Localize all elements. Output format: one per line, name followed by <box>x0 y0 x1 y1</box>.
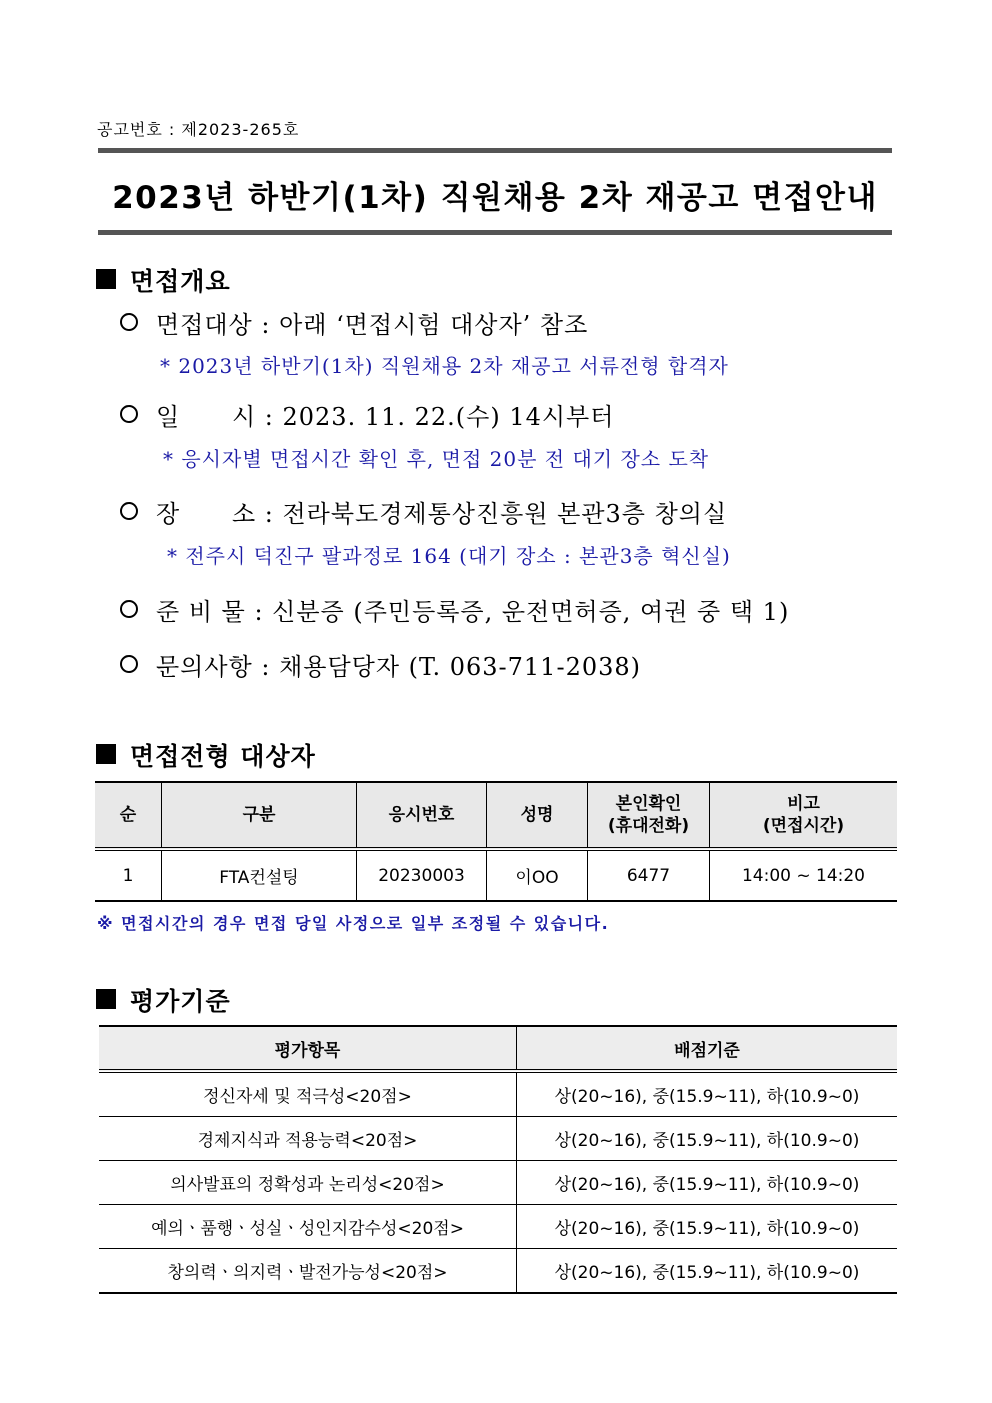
overview-sub-target: * 2023년 하반기(1차) 직원채용 2차 재공고 서류전형 합격자 <box>160 354 729 378</box>
circle-bullet-icon <box>120 313 138 331</box>
col-exam-no: 응시번호 <box>357 782 487 849</box>
col-id-check: 본인확인 (휴대전화) <box>588 782 710 849</box>
cell-no: 1 <box>95 849 162 901</box>
overview-sub-date: * 응시자별 면접시간 확인 후, 면접 20분 전 대기 장소 도착 <box>163 447 710 471</box>
title-rule-bottom <box>98 230 892 235</box>
cell-score: 상(20~16), 중(15.9~11), 하(10.9~0) <box>517 1071 898 1117</box>
overview-item-contact <box>120 647 641 682</box>
overview-item-text: 면접대상 : 아래 ‘면접시험 대상자’ 참조 <box>156 311 589 339</box>
table-header-row <box>99 1026 897 1071</box>
section-criteria-heading: 평가기준 <box>130 987 231 1016</box>
square-bullet-icon <box>96 269 116 289</box>
cell-score: 상(20~16), 중(15.9~11), 하(10.9~0) <box>517 1161 898 1205</box>
table-row <box>99 1161 897 1205</box>
overview-item-text: 일 시 : 2023. 11. 22.(수) 14시부터 <box>156 403 615 431</box>
overview-item-text: 문의사항 : 채용담당자 (T. 063-711-2038) <box>156 653 642 681</box>
col-name: 성명 <box>487 782 588 849</box>
cell-score: 상(20~16), 중(15.9~11), 하(10.9~0) <box>517 1249 898 1294</box>
circle-bullet-icon <box>120 655 138 673</box>
overview-item-text: 장 소 : 전라북도경제통상진흥원 본관3층 창의실 <box>156 500 728 528</box>
table-row <box>99 1117 897 1161</box>
col-category: 구분 <box>162 782 357 849</box>
circle-bullet-icon <box>120 600 138 618</box>
cell-name: 이OO <box>487 849 588 901</box>
cell-item: 정신자세 및 적극성<20점> <box>99 1071 517 1117</box>
overview-sub-place: * 전주시 덕진구 팔과정로 164 (대기 장소 : 본관3층 혁신실) <box>167 544 731 568</box>
cell-score: 상(20~16), 중(15.9~11), 하(10.9~0) <box>517 1205 898 1249</box>
col-score: 배점기준 <box>517 1026 898 1071</box>
table-row <box>99 1205 897 1249</box>
overview-item-items <box>120 592 789 627</box>
cell-time: 14:00 ~ 14:20 <box>710 849 898 901</box>
section-criteria <box>96 982 231 1018</box>
section-overview <box>96 262 231 298</box>
table-row <box>99 1071 897 1117</box>
cell-item: 경제지식과 적용능력<20점> <box>99 1117 517 1161</box>
cell-exam-no: 20230003 <box>357 849 487 901</box>
table-row <box>99 1249 897 1294</box>
section-overview-heading: 면접개요 <box>130 267 231 296</box>
cell-item: 의사발표의 정확성과 논리성<20점> <box>99 1161 517 1205</box>
cell-score: 상(20~16), 중(15.9~11), 하(10.9~0) <box>517 1117 898 1161</box>
schedule-note: ※ 면접시간의 경우 면접 당일 사정으로 일부 조정될 수 있습니다. <box>97 914 610 933</box>
square-bullet-icon <box>96 989 116 1009</box>
candidates-table <box>95 781 897 902</box>
title-rule-top <box>98 148 892 153</box>
circle-bullet-icon <box>120 405 138 423</box>
section-candidates-heading: 면접전형 대상자 <box>130 742 316 771</box>
section-candidates <box>96 737 316 773</box>
criteria-table <box>99 1025 897 1294</box>
cell-item: 예의ㆍ품행ㆍ성실ㆍ성인지감수성<20점> <box>99 1205 517 1249</box>
cell-item: 창의력ㆍ의지력ㆍ발전가능성<20점> <box>99 1249 517 1294</box>
overview-item-place <box>120 494 727 529</box>
col-remarks: 비고 (면접시간) <box>710 782 898 849</box>
notice-number: 공고번호 : 제2023-265호 <box>97 120 300 139</box>
table-header-row <box>95 782 897 849</box>
page-title: 2023년 하반기(1차) 직원채용 2차 재공고 면접안내 <box>112 180 878 216</box>
overview-item-date <box>120 397 614 432</box>
col-no: 순 <box>95 782 162 849</box>
overview-item-target <box>120 305 588 340</box>
circle-bullet-icon <box>120 502 138 520</box>
cell-phone: 6477 <box>588 849 710 901</box>
square-bullet-icon <box>96 744 116 764</box>
col-item: 평가항목 <box>99 1026 517 1071</box>
cell-category: FTA컨설팅 <box>162 849 357 901</box>
table-row <box>95 849 897 901</box>
overview-item-text: 준 비 물 : 신분증 (주민등록증, 운전면허증, 여권 중 택 1) <box>156 598 790 626</box>
